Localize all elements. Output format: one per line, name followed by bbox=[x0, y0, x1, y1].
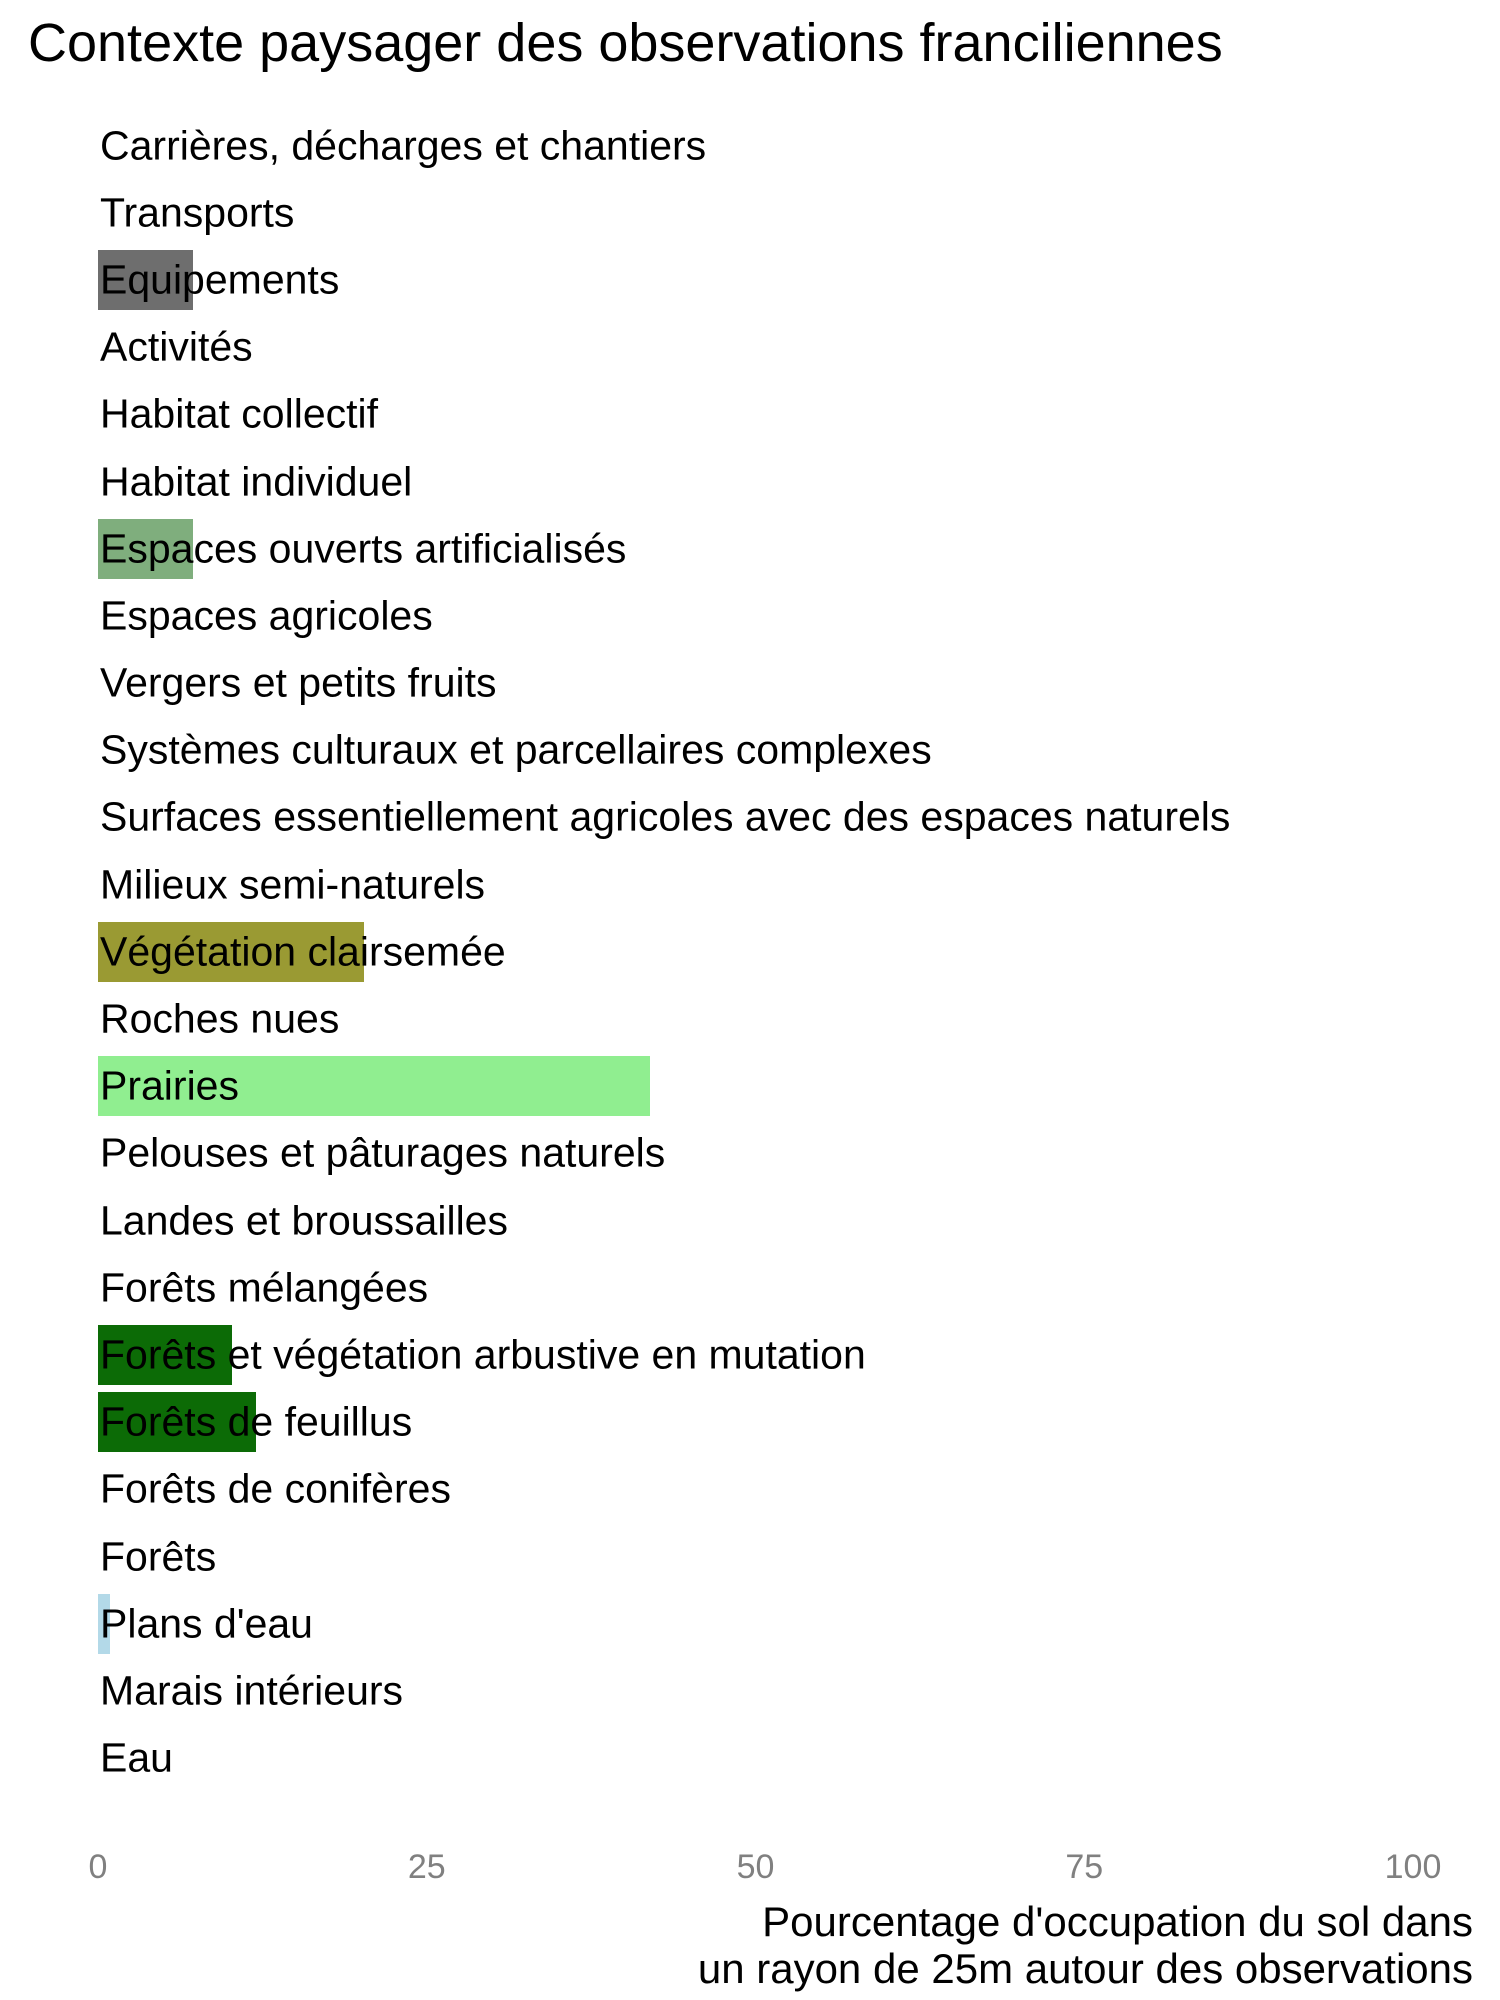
bar-row bbox=[98, 448, 1413, 515]
category-label: Pelouses et pâturages naturels bbox=[100, 1129, 666, 1176]
category-label: Systèmes culturaux et parcellaires complexes bbox=[100, 726, 932, 773]
plot-area bbox=[98, 112, 1413, 1792]
bar-row bbox=[98, 246, 1413, 313]
x-axis-title-line1: Pourcentage d'occupation du sol dans bbox=[762, 1898, 1473, 1945]
category-label: Forêts de feuillus bbox=[100, 1398, 413, 1445]
bar-row bbox=[98, 650, 1413, 717]
category-label: Plans d'eau bbox=[100, 1600, 313, 1647]
category-label: Forêts et végétation arbustive en mutation bbox=[100, 1331, 866, 1378]
category-label: Transports bbox=[100, 189, 295, 236]
category-label: Eau bbox=[100, 1734, 173, 1781]
category-label: Espaces ouverts artificialisés bbox=[100, 525, 627, 572]
x-tick-label: 50 bbox=[736, 1848, 775, 1886]
x-tick-label: 100 bbox=[1384, 1848, 1442, 1886]
bar-row bbox=[98, 1389, 1413, 1456]
bar-row bbox=[98, 985, 1413, 1052]
chart-title: Contexte paysager des observations franciliennes bbox=[28, 13, 1223, 73]
bar-row bbox=[98, 1321, 1413, 1388]
bar-row bbox=[98, 1523, 1413, 1590]
category-label: Prairies bbox=[100, 1062, 239, 1109]
category-label: Forêts de conifères bbox=[100, 1465, 451, 1512]
bar-row bbox=[98, 179, 1413, 246]
category-label: Roches nues bbox=[100, 995, 340, 1042]
category-label: Landes et broussailles bbox=[100, 1197, 508, 1244]
category-label: Equipements bbox=[100, 256, 340, 303]
category-label: Habitat individuel bbox=[100, 458, 413, 505]
bar-row bbox=[98, 1590, 1413, 1657]
bar-row bbox=[98, 381, 1413, 448]
bar-row bbox=[98, 851, 1413, 918]
category-label: Activités bbox=[100, 323, 253, 370]
bar-row bbox=[98, 582, 1413, 649]
bar-row bbox=[98, 784, 1413, 851]
category-label: Milieux semi-naturels bbox=[100, 861, 486, 908]
bar-row bbox=[98, 918, 1413, 985]
bar-row bbox=[98, 1120, 1413, 1187]
category-label: Forêts mélangées bbox=[100, 1264, 429, 1311]
category-label: Surfaces essentiellement agricoles avec des espaces naturels bbox=[100, 793, 1231, 840]
bar-row bbox=[98, 1657, 1413, 1724]
category-label: Habitat collectif bbox=[100, 390, 379, 437]
category-label: Vergers et petits fruits bbox=[100, 659, 497, 706]
category-label: Espaces agricoles bbox=[100, 592, 433, 639]
category-label: Forêts bbox=[100, 1533, 217, 1580]
bar-row bbox=[98, 1254, 1413, 1321]
category-label: Végétation clairsemée bbox=[100, 928, 506, 975]
x-tick-label: 75 bbox=[1065, 1848, 1104, 1886]
bar-row bbox=[98, 314, 1413, 381]
x-axis-title bbox=[698, 1898, 1473, 1992]
bar-row bbox=[98, 515, 1413, 582]
x-axis-title-line2: un rayon de 25m autour des observations bbox=[697, 1945, 1473, 1992]
bar-row bbox=[98, 1456, 1413, 1523]
bar-row bbox=[98, 1725, 1413, 1792]
bar-row bbox=[98, 717, 1413, 784]
bar-row bbox=[98, 1187, 1413, 1254]
category-label: Marais intérieurs bbox=[100, 1667, 404, 1714]
x-tick-label: 25 bbox=[407, 1848, 446, 1886]
bar-row bbox=[98, 1053, 1413, 1120]
bar-row bbox=[98, 112, 1413, 179]
category-label: Carrières, décharges et chantiers bbox=[100, 122, 707, 169]
x-tick-label: 0 bbox=[88, 1848, 108, 1886]
